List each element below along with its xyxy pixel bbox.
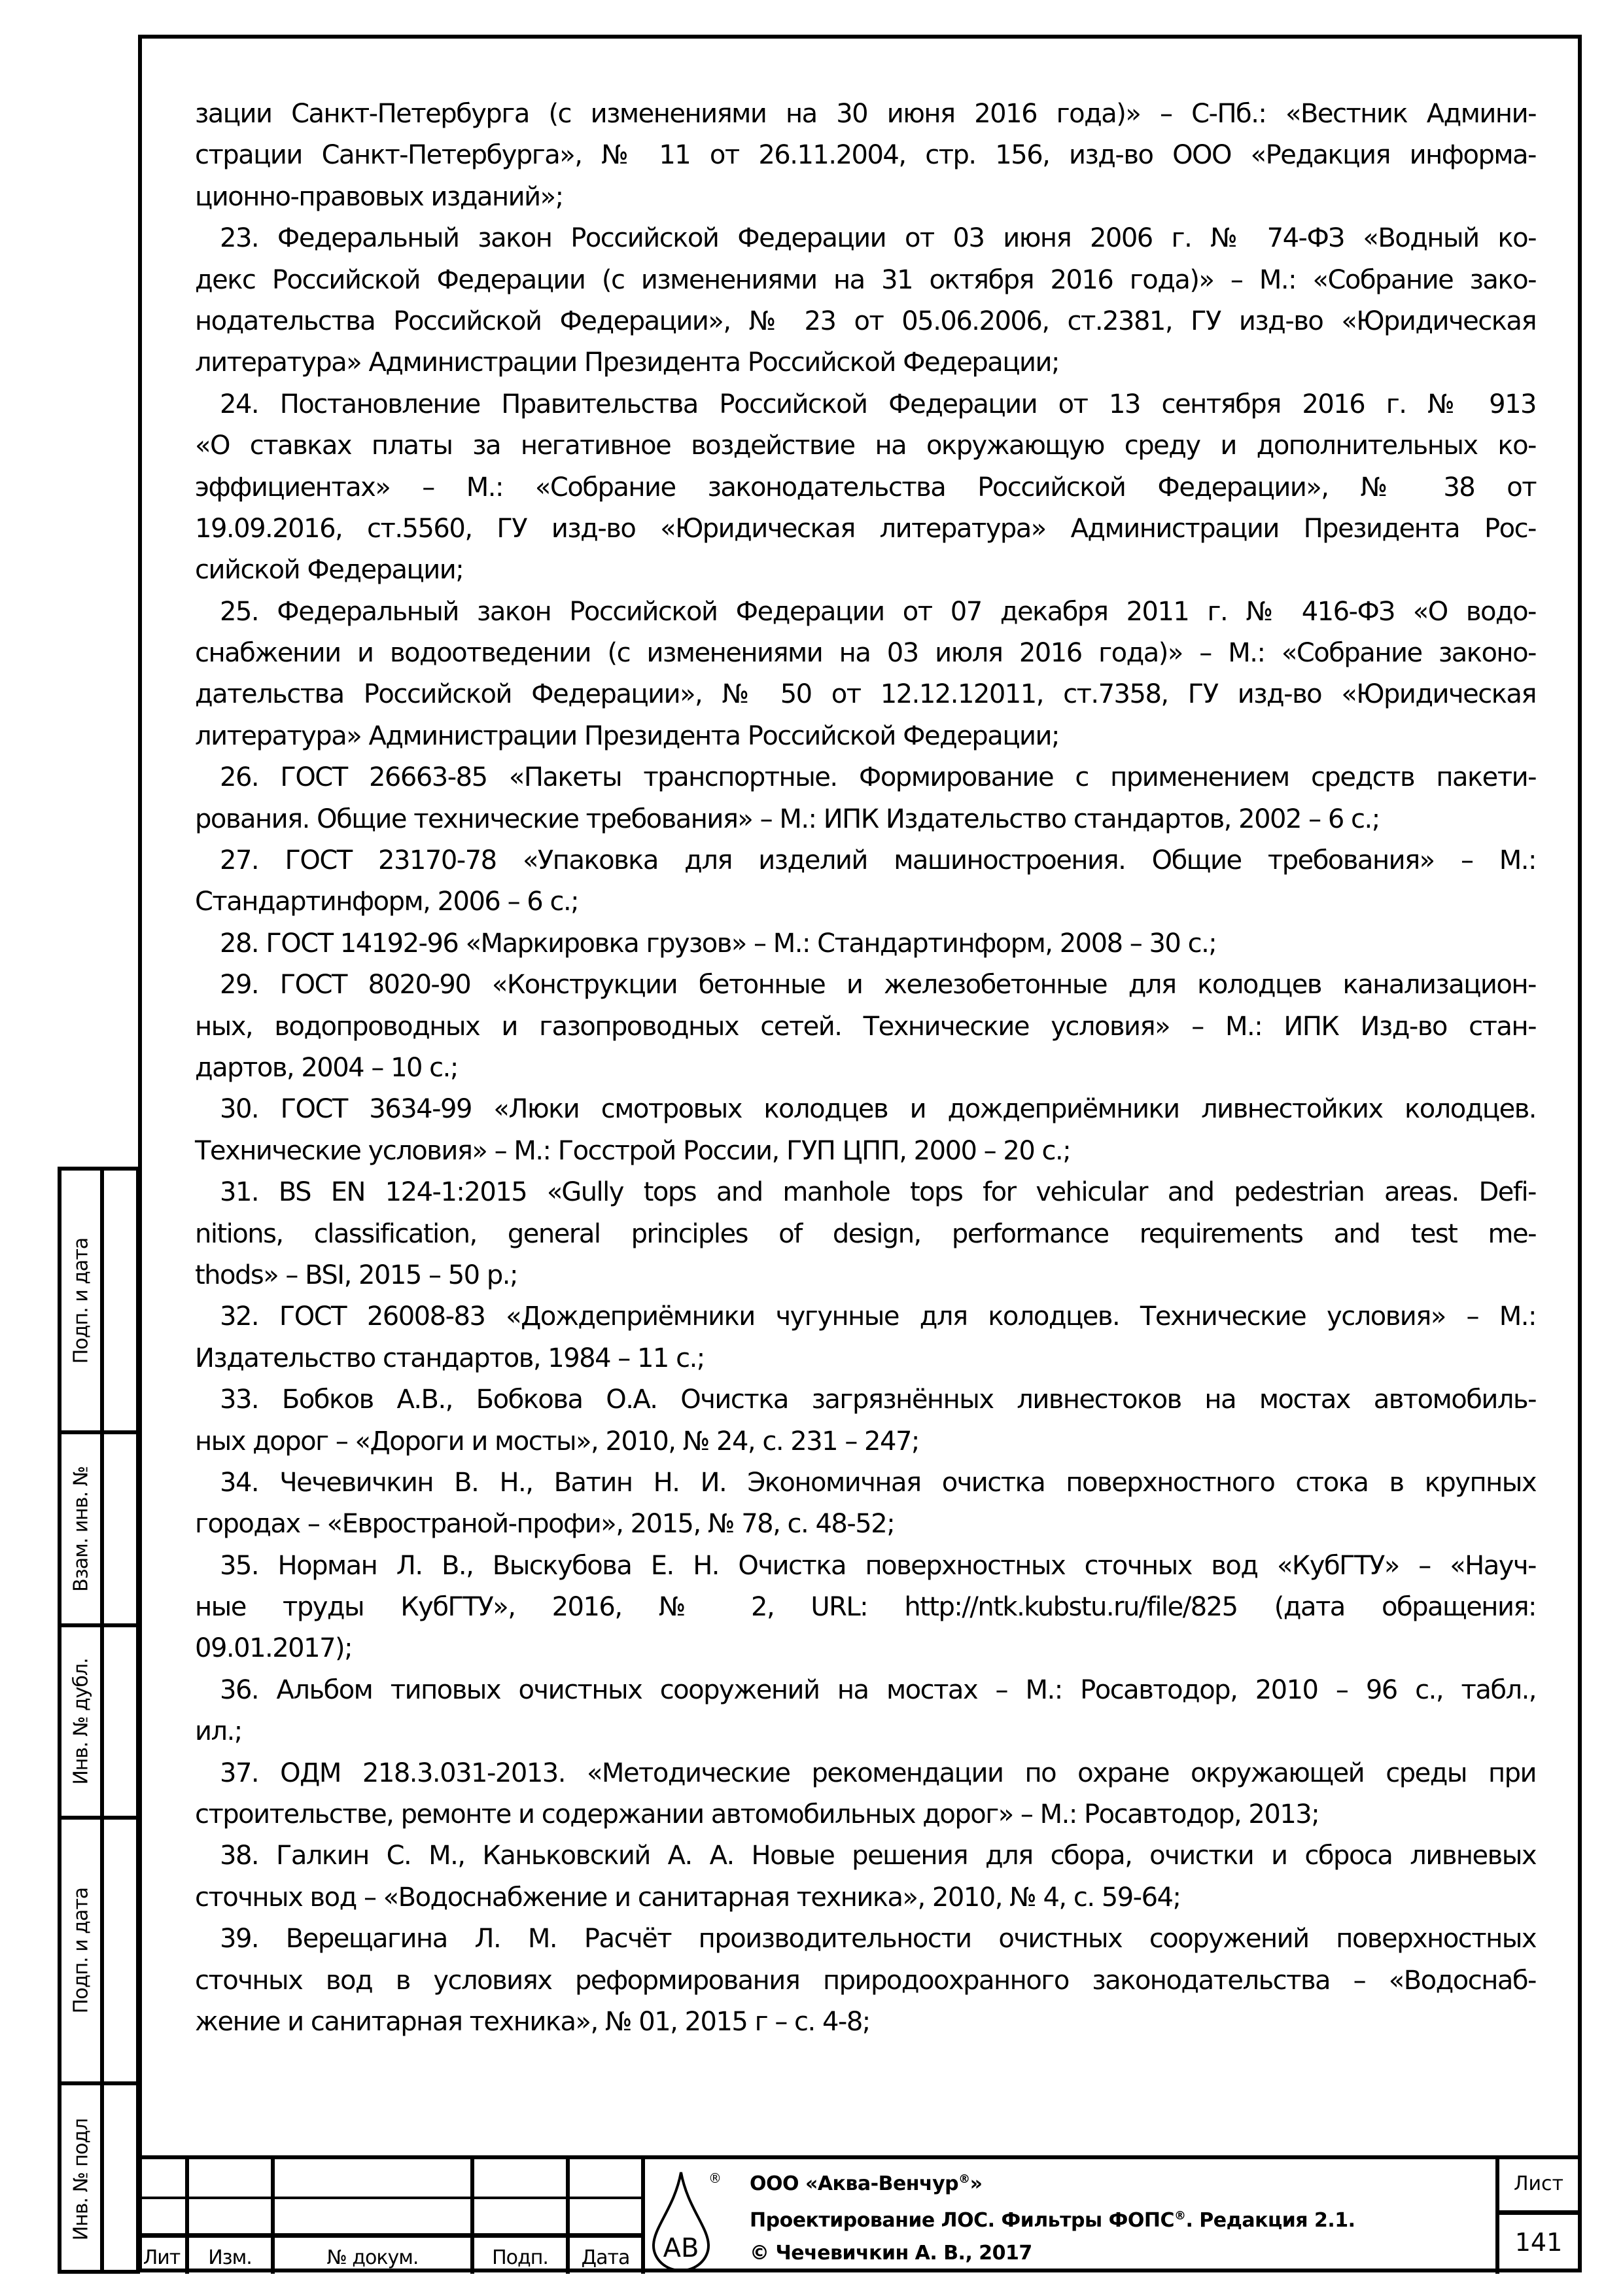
text-line: 29. ГОСТ 8020-90 «Конструкции бетонные и железобетонные для колодцев канализацион- (220, 970, 1536, 1000)
project-title (750, 2209, 1355, 2232)
text-line: Издательство стандартов, 1984 – 11 с.; (195, 1343, 705, 1373)
reference-entry (195, 1089, 1536, 1172)
reference-entry (195, 1296, 1536, 1379)
side-label: Подп. и дата (69, 1887, 92, 2014)
sheet-label: Лист (1513, 2172, 1564, 2195)
text-line: зации Санкт-Петербурга (с изменениями на 30 июня 2016 года)» – С-Пб.: «Вестник Админи- (195, 99, 1536, 129)
reference-entry (195, 1670, 1536, 1753)
text-line: строительстве, ремонте и содержании автомобильных дорог» – М.: Росавтодор, 2013; (195, 1799, 1319, 1830)
registered-mark: ® (1174, 2209, 1186, 2223)
organization-name (750, 2172, 983, 2195)
text-line: 09.01.2017); (195, 1633, 353, 1664)
reference-entry (195, 94, 1536, 218)
text-line: жение и санитарная техника», № 01, 2015 г – с. 4-8; (195, 2006, 870, 2037)
text-line: 37. ОДМ 218.3.031-2013. «Методические рекомендации по охране окружающей среды при (220, 1757, 1536, 1788)
reference-entry (195, 1753, 1536, 1836)
text-line: ил.; (195, 1716, 242, 1747)
project-text: Проектирование ЛОС. Фильтры ФОПС (750, 2209, 1174, 2232)
side-label: Инв. № дубл. (69, 1658, 92, 1785)
tb-divider (641, 2159, 645, 2274)
copyright: © Чечевичкин А. В., 2017 (750, 2242, 1032, 2265)
reference-entry (195, 592, 1536, 758)
reference-entry (195, 1835, 1536, 1918)
tb-sheet-line (1495, 2210, 1578, 2215)
side-label: Подп. и дата (69, 1237, 92, 1364)
text-line: литература» Администрации Президента Российской Федерации; (195, 720, 1060, 751)
side-stamp (58, 1167, 140, 2274)
text-line: 35. Норман Л. В., Выскубова Е. Н. Очистка поверхностных сточных вод «КубГТУ» – «Науч- (220, 1550, 1536, 1581)
col-doc-number: № докум. (326, 2246, 419, 2269)
text-line: 28. ГОСТ 14192-96 «Маркировка грузов» – М.: Стандартинформ, 2008 – 30 с.; (220, 928, 1217, 959)
text-line: ных, водопроводных и газопроводных сетей. Технические условия» – М.: ИПК Изд-во стан- (195, 1011, 1536, 1042)
text-line: 27. ГОСТ 23170-78 «Упаковка для изделий машиностроения. Общие требования» – М.: (220, 845, 1536, 876)
logo-registered-mark: ® (708, 2170, 722, 2186)
text-line: дательства Российской Федерации», № 50 от 12.12.12011, ст.7358, ГУ изд-во «Юридическая (195, 679, 1536, 710)
text-line: 26. ГОСТ 26663-85 «Пакеты транспортные. Формирование с применением средств пакети- (220, 762, 1536, 793)
text-line: нодательства Российской Федерации», № 23 от 05.06.2006, ст.2381, ГУ изд-во «Юридическая (195, 306, 1536, 336)
text-line: Технические условия» – М.: Госстрой России, ГУП ЦПП, 2000 – 20 с.; (195, 1135, 1071, 1166)
text-line: сточных вод – «Водоснабжение и санитарная техника», 2010, № 4, с. 59-64; (195, 1882, 1181, 1913)
text-line: thods» – BSI, 2015 – 50 p.; (195, 1260, 517, 1290)
col-date: Дата (581, 2246, 630, 2269)
col-change: Изм. (208, 2246, 252, 2269)
side-cell-orig-inv (61, 2085, 100, 2274)
reference-entry (195, 1918, 1536, 2043)
text-line: 32. ГОСТ 26008-83 «Дождеприёмники чугунные для колодцев. Технические условия» – М.: (220, 1301, 1536, 1332)
side-stamp-divider (100, 1171, 104, 2270)
reference-entry (195, 1462, 1536, 1545)
sheet-number: 141 (1514, 2228, 1563, 2257)
text-line: Стандартинформ, 2006 – 6 с.; (195, 887, 579, 917)
reference-entry (195, 384, 1536, 592)
reference-entry (195, 964, 1536, 1089)
col-signature: Подп. (492, 2246, 548, 2269)
text-line: ные труды КубГТУ», 2016, № 2, URL: http://ntk.kubstu.ru/file/825 (дата обращения: (195, 1592, 1536, 1623)
text-line: 31. BS EN 124-1:2015 «Gully tops and manhole tops for vehicular and pedestrian areas. Defi- (220, 1177, 1536, 1208)
side-cell-replace-inv (61, 1434, 100, 1623)
text-line: nitions, classification, general principles of design, performance requirements and test me- (195, 1218, 1536, 1249)
text-line: дартов, 2004 – 10 с.; (195, 1052, 458, 1083)
text-line: 38. Галкин С. М., Каньковский А. А. Новые решения для сбора, очистки и сброса ливневых (220, 1841, 1536, 1871)
reference-entry (195, 1545, 1536, 1670)
text-line: 23. Федеральный закон Российской Федерации от 03 июня 2006 г. № 74-ФЗ «Водный ко- (220, 223, 1536, 254)
reference-entry (195, 757, 1536, 840)
col-lit: Лит (143, 2246, 181, 2269)
text-line: ционно-правовых изданий»; (195, 181, 563, 212)
text-line: 25. Федеральный закон Российской Федерации от 07 декабря 2011 г. № 416-ФЗ «О водо- (220, 596, 1536, 627)
logo-text: AB (663, 2233, 699, 2263)
project-tail: . Редакция 2.1. (1185, 2209, 1355, 2232)
text-line: 24. Постановление Правительства Российской Федерации от 13 сентября 2016 г. № 913 (220, 389, 1536, 419)
text-line: эффициентах» – М.: «Собрание законодательства Российской Федерации», № 38 от (195, 472, 1536, 503)
bibliography-text (195, 94, 1536, 2043)
text-line: рования. Общие технические требования» – М.: ИПК Издательство стандартов, 2002 – 6 с.; (195, 804, 1380, 834)
side-cell-dup-inv (61, 1627, 100, 1816)
text-line: страции Санкт-Петербурга», № 11 от 26.11.2004, стр. 156, изд-во ООО «Редакция информа- (195, 140, 1536, 171)
text-line: городах – «Евространой-профи», 2015, № 78, с. 48-52; (195, 1509, 895, 1540)
title-block (138, 2155, 1582, 2274)
reference-entry (195, 218, 1536, 384)
side-label: Инв. № подл (69, 2118, 92, 2241)
text-line: сийской Федерации; (195, 555, 464, 586)
reference-entry (195, 840, 1536, 923)
text-line: декс Российской Федерации (с изменениями на 31 октября 2016 года)» – М.: «Собрание зако- (195, 264, 1536, 295)
text-line: снабжении и водоотведении (с изменениями на 03 июля 2016 года)» – М.: «Собрание законо- (195, 638, 1536, 669)
tb-row-line (138, 2233, 643, 2238)
tb-row-line (138, 2197, 643, 2199)
text-line: 33. Бобков А.В., Бобкова О.А. Очистка загрязнённых ливнестоков на мостах автомобиль- (220, 1385, 1536, 1415)
text-line: 19.09.2016, ст.5560, ГУ изд-во «Юридическая литература» Администрации Президента Рос- (195, 513, 1536, 544)
company-logo-drop-icon (648, 2168, 740, 2273)
org-close: » (969, 2172, 983, 2195)
text-line: ных дорог – «Дороги и мосты», 2010, № 24, с. 231 – 247; (195, 1426, 919, 1457)
text-line: 36. Альбом типовых очистных сооружений на мостах – М.: Росавтодор, 2010 – 96 с., табл., (220, 1674, 1536, 1705)
side-cell-sign-date-2 (61, 1820, 100, 2081)
text-line: 39. Верещагина Л. М. Расчёт производительности очистных сооружений поверхностных (220, 1924, 1536, 1954)
reference-entry (195, 1379, 1536, 1462)
reference-entry (195, 1172, 1536, 1296)
side-label: Взам. инв. № (69, 1466, 92, 1592)
text-line: литература» Администрации Президента Российской Федерации; (195, 347, 1060, 378)
side-cell-sign-date-1 (61, 1171, 100, 1430)
registered-mark: ® (958, 2172, 970, 2186)
org-text: ООО «Аква-Венчур (750, 2172, 959, 2195)
text-line: 34. Чечевичкин В. Н., Ватин Н. И. Экономичная очистка поверхностного стока в крупных (220, 1467, 1536, 1498)
text-line: 30. ГОСТ 3634-99 «Люки смотровых колодцев и дождеприёмники ливнестойких колодцев. (220, 1094, 1536, 1125)
text-line: сточных вод в условиях реформирования природоохранного законодательства – «Водоснаб- (195, 1965, 1536, 1996)
text-line: «О ставках платы за негативное воздействие на окружающую среду и дополнительных ко- (195, 431, 1536, 461)
reference-entry (195, 923, 1536, 964)
